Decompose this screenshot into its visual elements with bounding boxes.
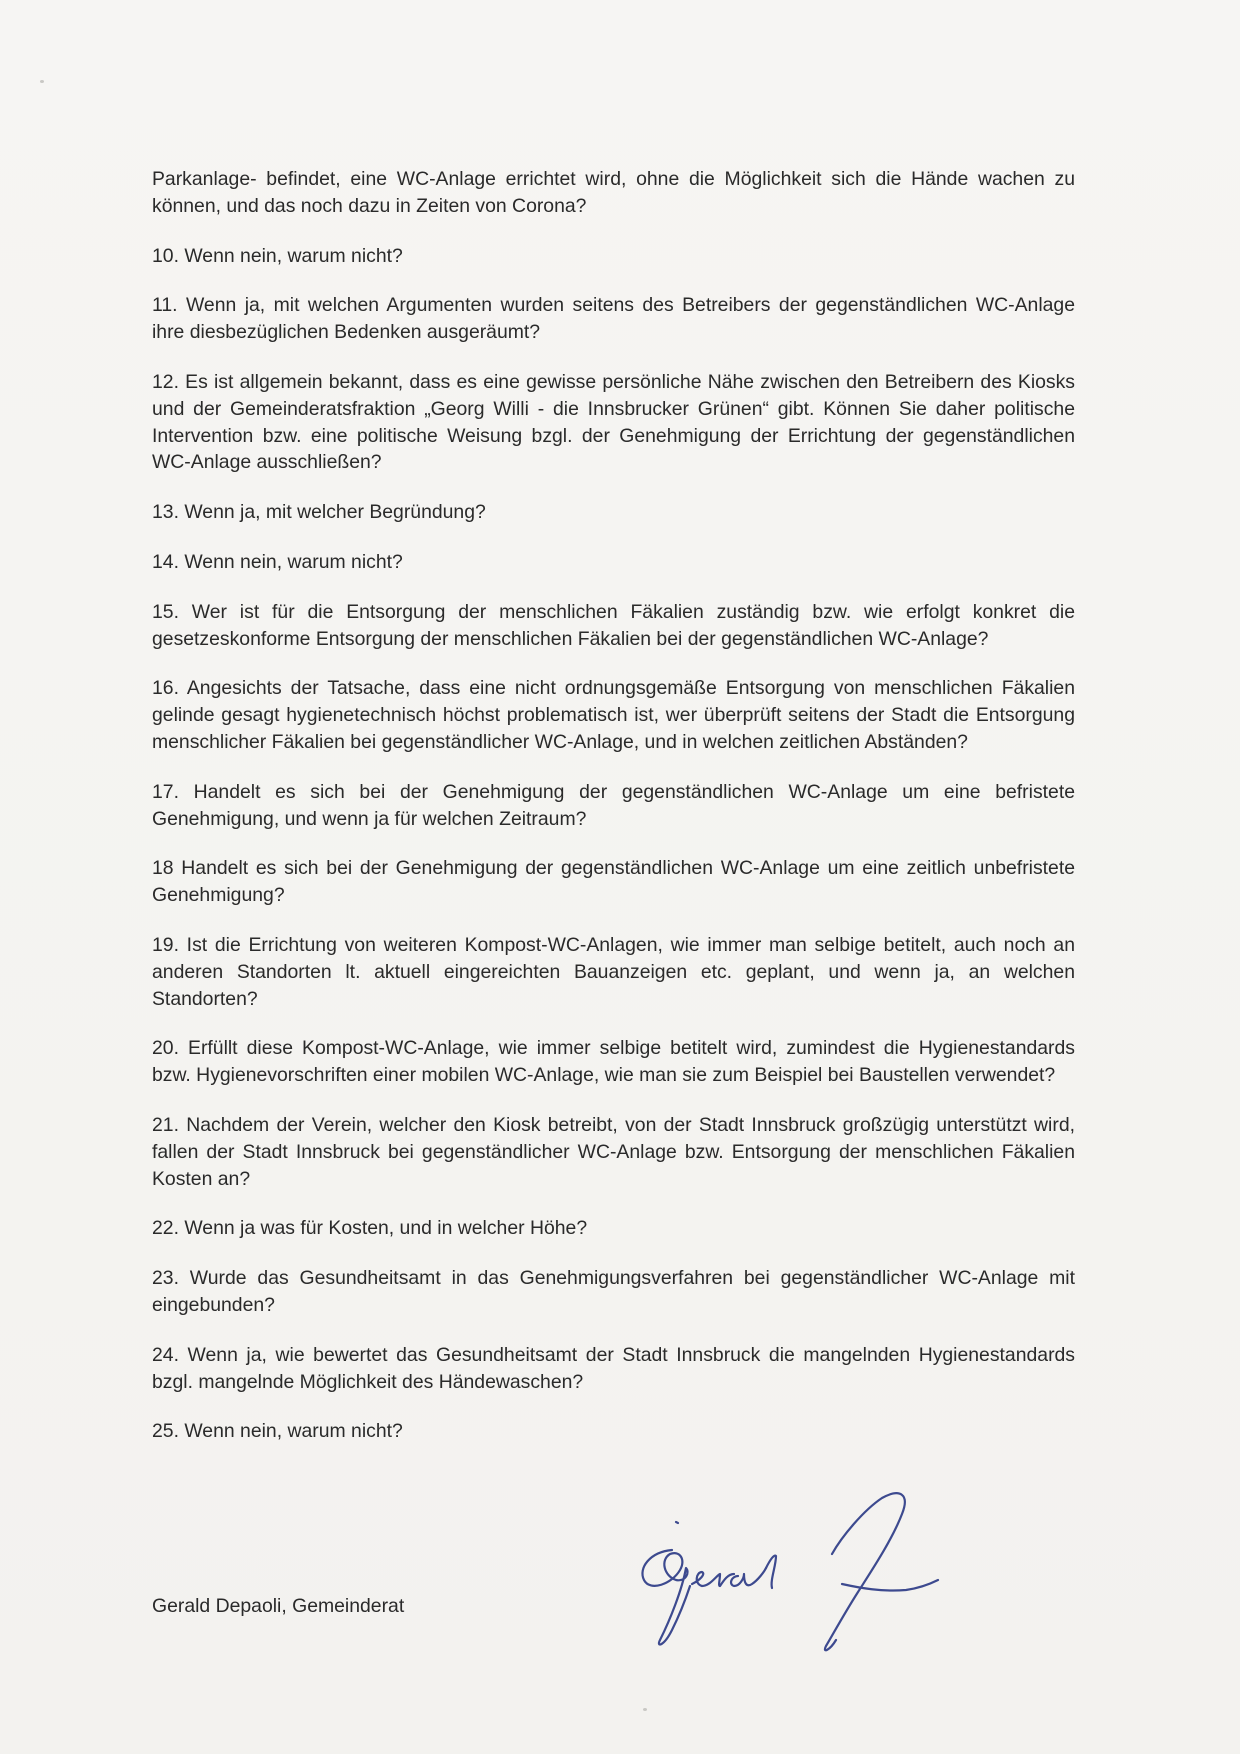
paragraph: 23. Wurde das Gesundheitsamt in das Genehmigungsverfahren bei gegenständlicher WC-Anlage mit eingebunden? — [152, 1267, 1075, 1316]
paragraph: 17. Handelt es sich bei der Genehmigung der gegenständlichen WC-Anlage um eine befristete Genehmigung, und wenn ja für welchen Zeitraum? — [152, 780, 1075, 830]
paragraph: 16. Angesichts der Tatsache, dass eine nicht ordnungsgemäße Entsorgung von menschlichen Fäkalien gelinde gesagt hygienetechnisch höchst problematisch ist, wer überprüft seitens der Stadt die Entsorgung menschlicher Fäkalien bei gegenständlicher WC-Anlage, und in welchen zeitlichen Abständen? — [152, 677, 1075, 753]
paragraph: 25. Wenn nein, warum nicht? — [152, 1420, 403, 1443]
signature-strokes — [642, 1493, 938, 1650]
document-body — [152, 166, 1075, 1468]
paragraph: Parkanlage- befindet, eine WC-Anlage errichtet wird, ohne die Möglichkeit sich die Hände wachen zu können, und das noch dazu in Zeiten von Corona? — [152, 168, 1075, 217]
handwritten-signature — [620, 1480, 950, 1660]
paragraph: 20. Erfüllt diese Kompost-WC-Anlage, wie immer selbige betitelt wird, zumindest die Hygienestandards bzw. Hygienevorschriften einer mobilen WC-Anlage, wie man sie zum Beispiel bei Baustellen verwendet? — [152, 1037, 1075, 1087]
paragraph: 11. Wenn ja, mit welchen Argumenten wurden seitens des Betreibers der gegenständlichen WC-Anlage ihre diesbezüglichen Bedenken ausgeräumt? — [152, 294, 1075, 344]
paragraph: 19. Ist die Errichtung von weiteren Kompost-WC-Anlagen, wie immer man selbige betitelt, auch noch an anderen Standorten lt. aktuell eingereichten Bauanzeigen etc. geplant, und wenn ja, an welchen Standorten? — [152, 933, 1075, 1010]
paragraph: 15. Wer ist für die Entsorgung der menschlichen Fäkalien zuständig bzw. wie erfolgt konkret die gesetzeskonforme Entsorgung der menschlichen Fäkalien bei der gegenständlichen WC-Anlage? — [152, 600, 1075, 650]
signer-name: Gerald Depaoli, Gemeinderat — [152, 1595, 405, 1617]
paragraph: 18 Handelt es sich bei der Genehmigung der gegenständlichen WC-Anlage um eine zeitlich unbefristete Genehmigung? — [152, 857, 1075, 907]
paragraph: 22. Wenn ja was für Kosten, und in welcher Höhe? — [152, 1217, 588, 1240]
paragraph: 13. Wenn ja, mit welcher Begründung? — [152, 501, 486, 524]
scan-speck — [40, 80, 44, 83]
paragraph: 12. Es ist allgemein bekannt, dass es eine gewisse persönliche Nähe zwischen den Betreibern des Kiosks und der Gemeinderatsfraktion „Georg Willi - die Innsbrucker Grünen“ gibt. Können Sie daher politische Intervention bzw. eine politische Weisung bzgl. der Genehmigung der Errichtung der gegenständlichen WC-Anlage ausschließen? — [152, 370, 1075, 474]
paragraph: 10. Wenn nein, warum nicht? — [152, 244, 403, 267]
paragraph: 14. Wenn nein, warum nicht? — [152, 550, 403, 573]
paragraph: 24. Wenn ja, wie bewertet das Gesundheitsamt der Stadt Innsbruck die mangelnden Hygienestandards bzgl. mangelnde Möglichkeit des Händewaschen? — [152, 1343, 1075, 1393]
scan-speck — [643, 1708, 647, 1711]
paragraph: 21. Nachdem der Verein, welcher den Kiosk betreibt, von der Stadt Innsbruck großzügig unterstützt wird, fallen der Stadt Innsbruck bei gegenständlicher WC-Anlage bzw. Entsorgung der menschlichen Fäkalien Kosten an? — [152, 1113, 1075, 1190]
